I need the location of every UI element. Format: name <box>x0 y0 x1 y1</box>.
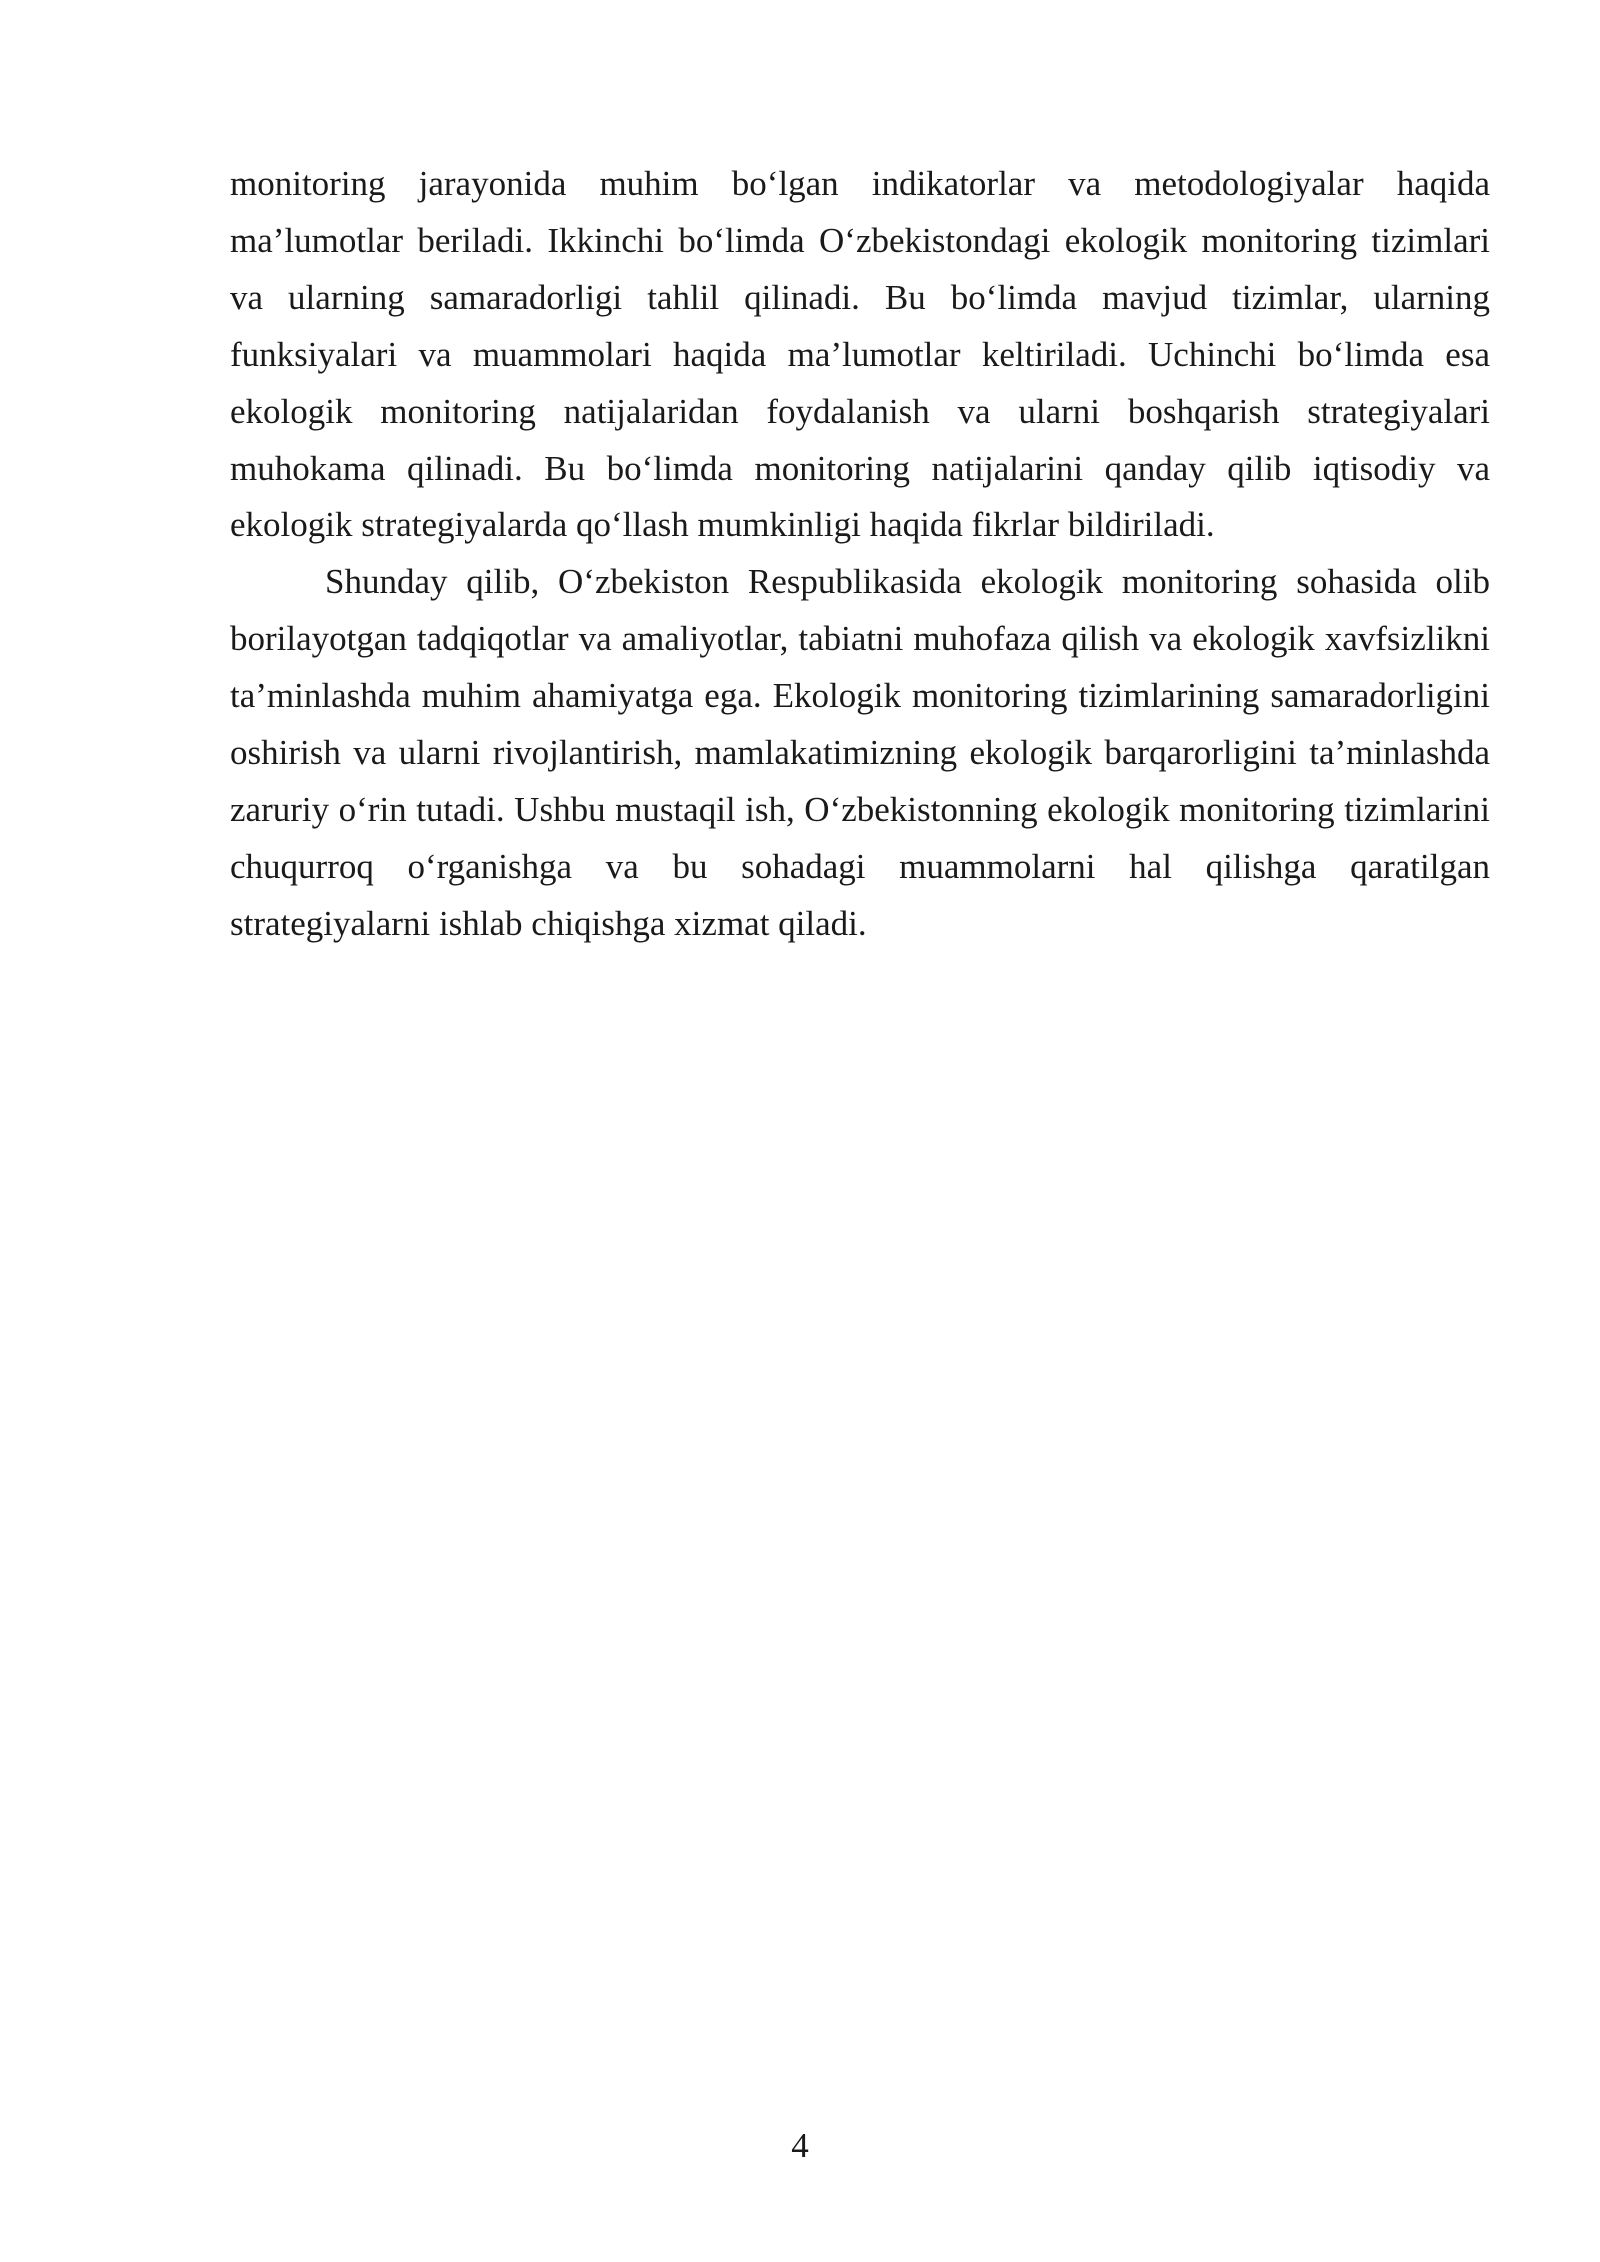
body-text <box>230 156 1490 953</box>
page-number: 4 <box>791 2126 809 2165</box>
paragraph-conclusion: Shunday qilib, O‘zbekiston Respublikasida ekologik monitoring sohasida olib borilayotgan tadqiqotlar va amaliyotlar, tabiatni muhofaza qilish va ekologik xavfsizlikni ta’minlashda muhim ahamiyatga ega. Ekologik monitoring tizimlarining samaradorligini oshirish va ularni rivojlantirish, mamlakatimizning ekologik barqarorligini ta’minlashda zaruriy o‘rin tutadi. Ushbu mustaqil ish, O‘zbekistonning ekologik monitoring tizimlarini chuqurroq o‘rganishga va bu sohadagi muammolarni hal qilishga qaratilgan strategiyalarni ishlab chiqishga xizmat qiladi. <box>230 562 1490 943</box>
paragraph-continuation: monitoring jarayonida muhim bo‘lgan indikatorlar va metodologiyalar haqida ma’lumotlar beriladi. Ikkinchi bo‘limda O‘zbekistondagi ekologik monitoring tizimlari va ularning samaradorligi tahlil qilinadi. Bu bo‘limda mavjud tizimlar, ularning funksiyalari va muammolari haqida ma’lumotlar keltiriladi. Uchinchi bo‘limda esa ekologik monitoring natijalaridan foydalanish va ularni boshqarish strategiyalari muhokama qilinadi. Bu bo‘limda monitoring natijalarini qanday qilib iqtisodiy va ekologik strategiyalarda qo‘llash mumkinligi haqida fikrlar bildiriladi. <box>230 164 1490 545</box>
